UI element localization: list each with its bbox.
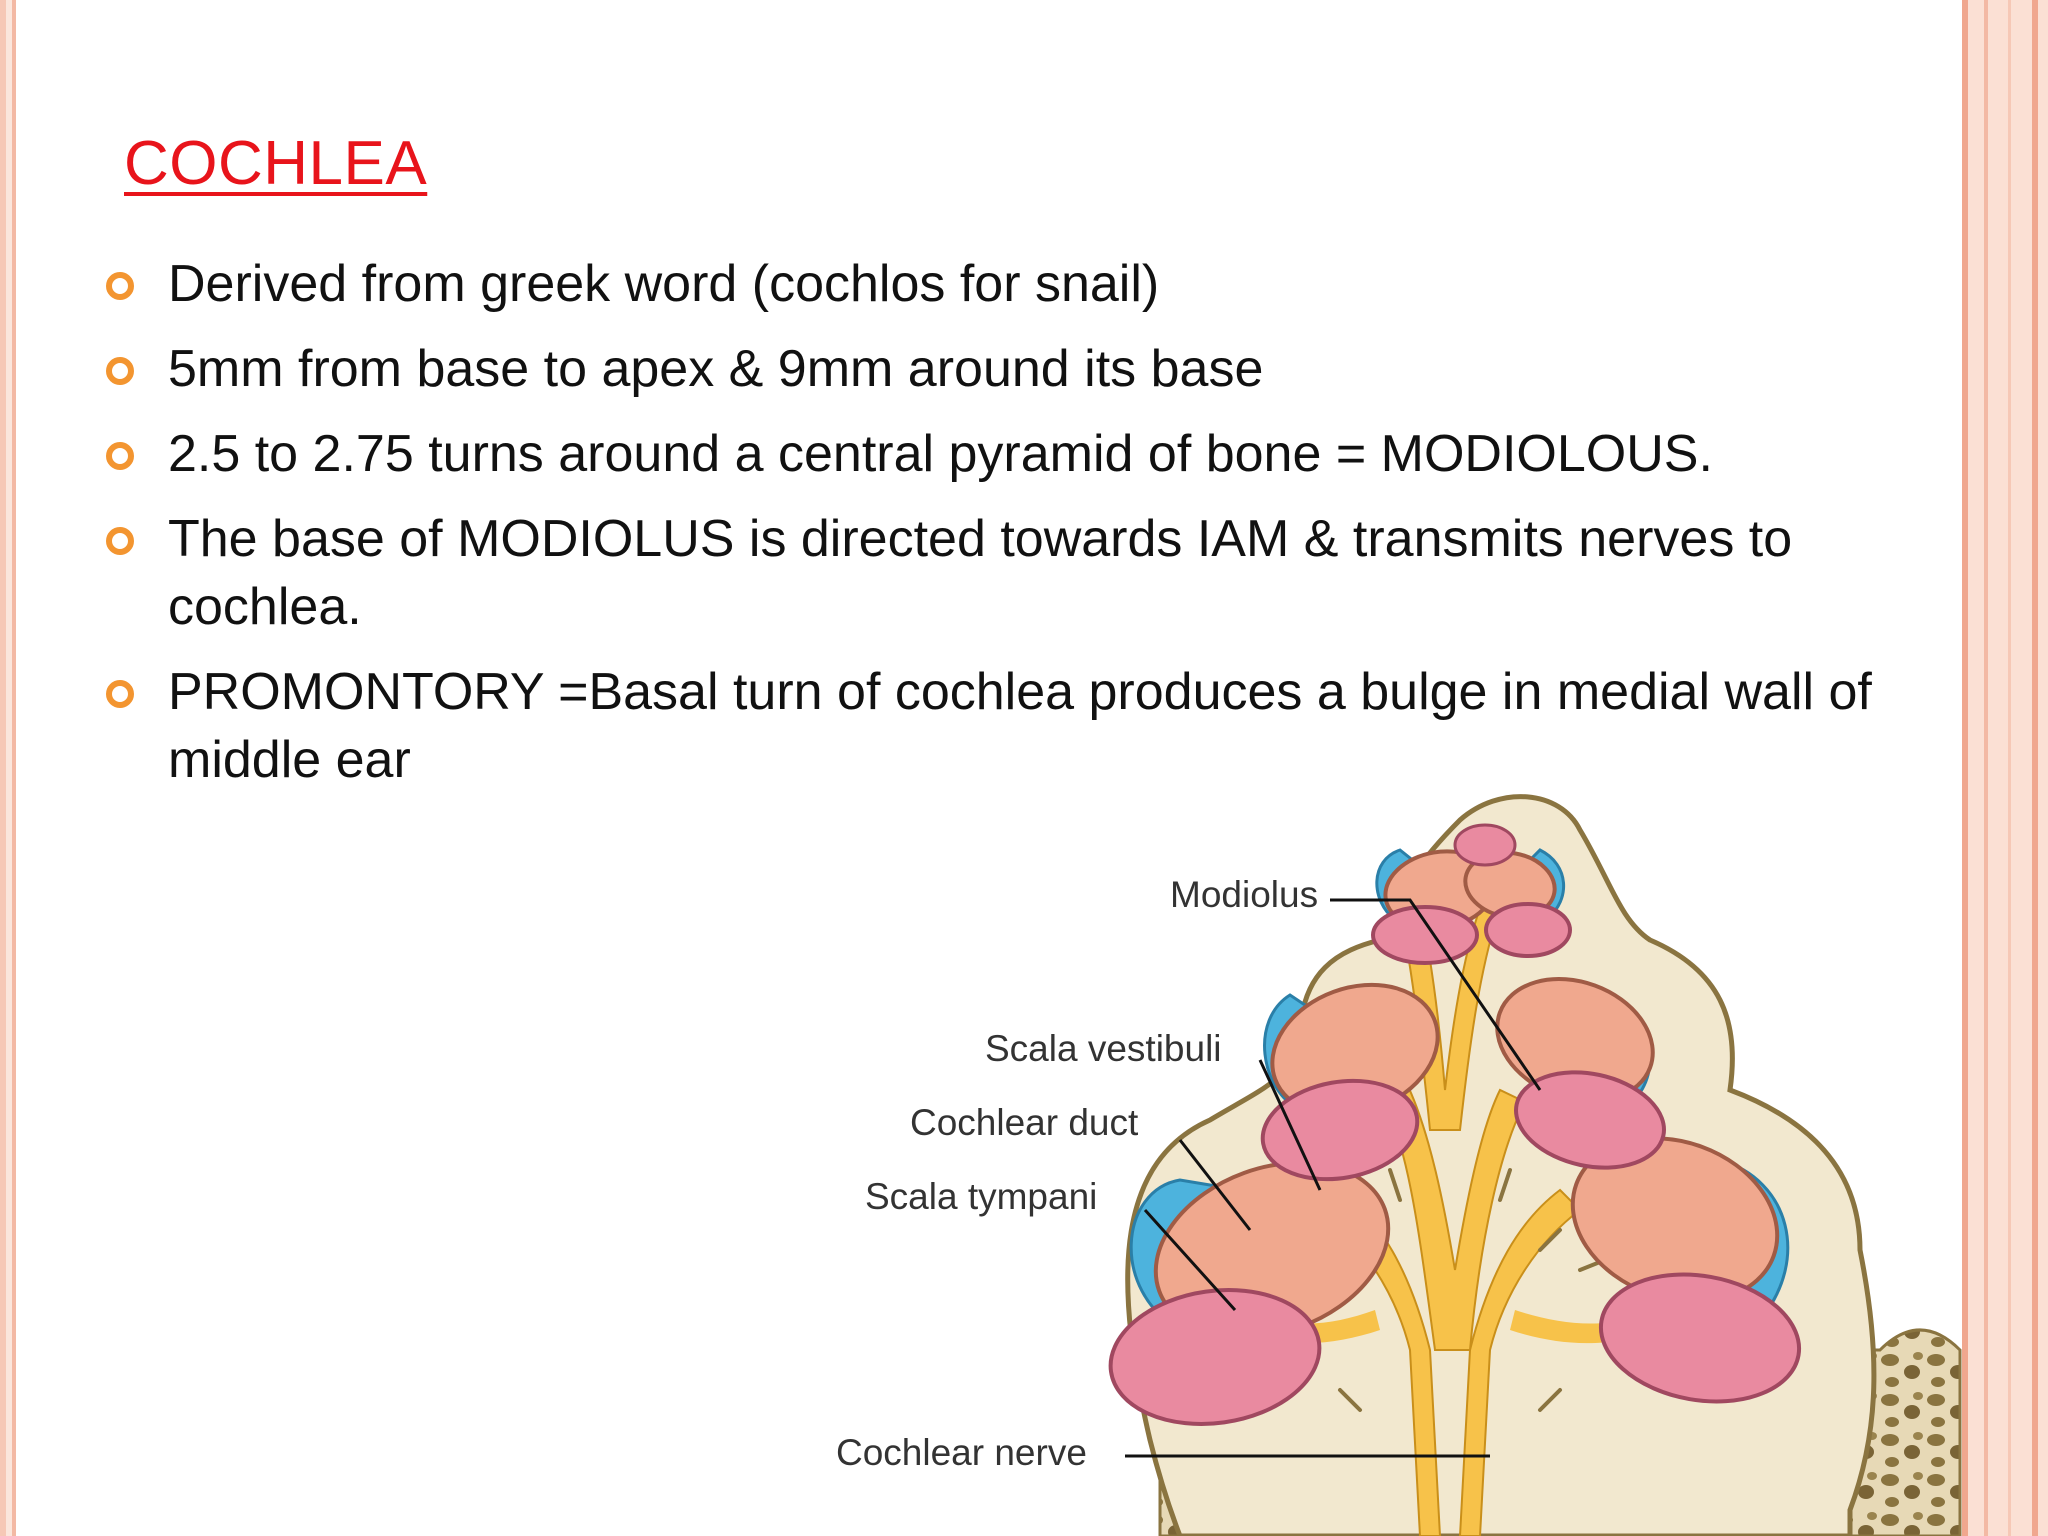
bullet-list — [106, 250, 1966, 811]
bullet-circle-icon — [106, 442, 134, 470]
label-modiolus: Modiolus — [1170, 874, 1319, 915]
bullet-item — [106, 658, 1966, 794]
label-scala-vestibuli: Scala vestibuli — [985, 1028, 1222, 1069]
bullet-item — [106, 250, 1966, 318]
slide-title: COCHLEA — [124, 129, 428, 198]
left-border-stripe — [0, 0, 22, 1536]
label-cochlear-duct: Cochlear duct — [910, 1102, 1139, 1143]
label-scala-tympani: Scala tympani — [865, 1176, 1098, 1217]
cochlea-illustration — [820, 790, 1970, 1536]
bullet-text: The base of MODIOLUS is directed towards IAM & transmits nerves to cochlea. — [168, 510, 1793, 636]
bullet-item — [106, 505, 1966, 641]
bullet-text: 2.5 to 2.75 turns around a central pyramid of bone = MODIOLOUS. — [168, 425, 1713, 483]
bullet-circle-icon — [106, 272, 134, 300]
bullet-item — [106, 420, 1966, 488]
cochlea-cross-section-figure — [820, 790, 1970, 1536]
bullet-item — [106, 335, 1966, 403]
label-cochlear-nerve: Cochlear nerve — [836, 1432, 1087, 1473]
bullet-text: 5mm from base to apex & 9mm around its base — [168, 340, 1264, 398]
bullet-circle-icon — [106, 357, 134, 385]
bullet-text: Derived from greek word (cochlos for snail) — [168, 255, 1160, 313]
bullet-circle-icon — [106, 527, 134, 555]
bullet-text: PROMONTORY =Basal turn of cochlea produces a bulge in medial wall of middle ear — [168, 663, 1872, 789]
right-border-panel — [1962, 0, 2048, 1536]
bullet-circle-icon — [106, 680, 134, 708]
